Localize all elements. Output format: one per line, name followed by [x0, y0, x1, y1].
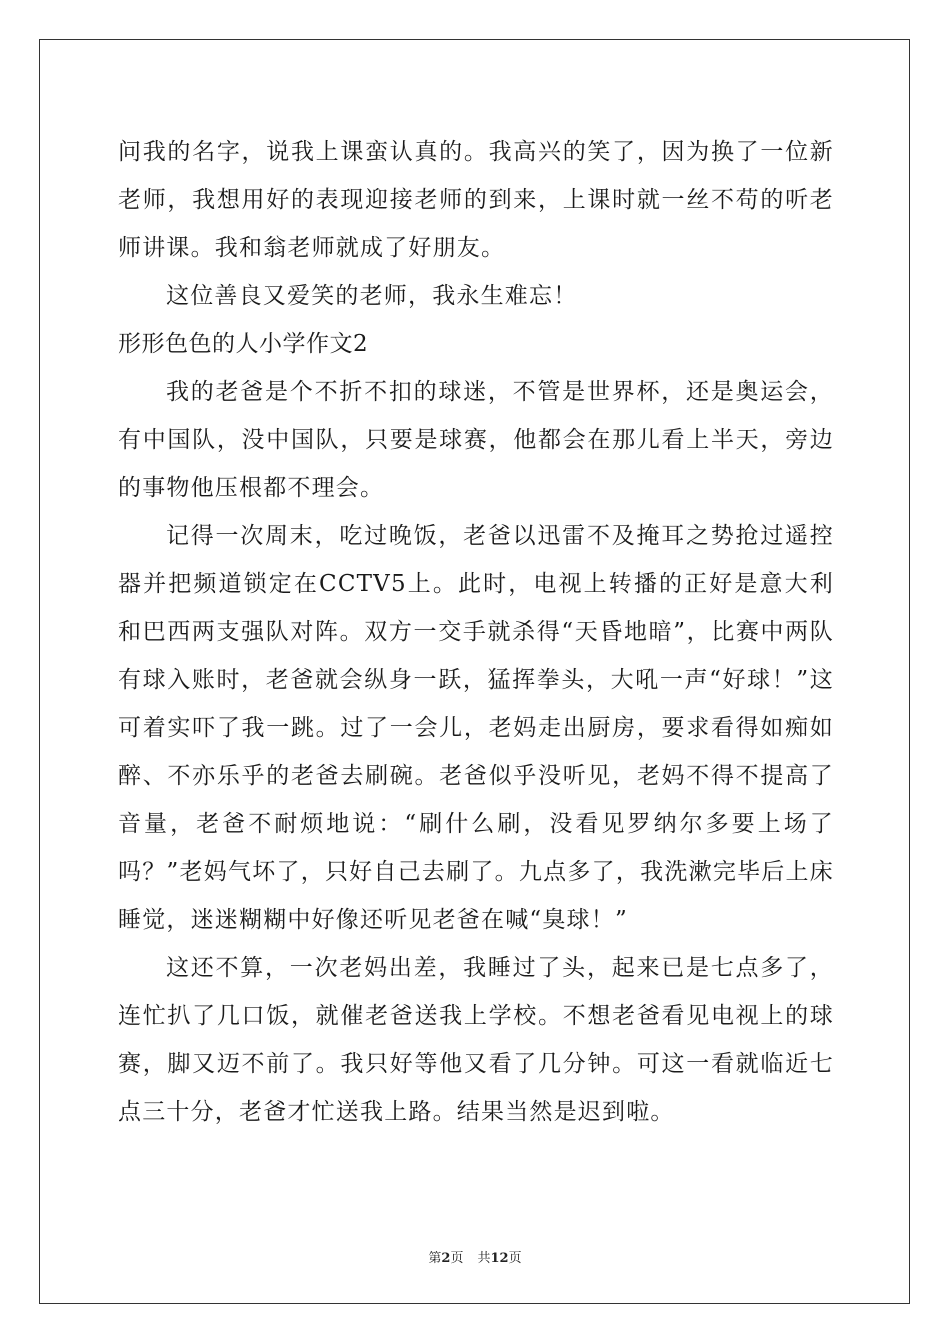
page-footer [0, 1247, 950, 1266]
paragraph-continued: 问我的名字，说我上课蛮认真的。我高兴的笑了，因为换了一位新老师，我想用好的表现迎接老师的到来，上课时就一丝不苟的听老师讲课。我和翁老师就成了好朋友。 [118, 139, 834, 261]
total-pages: 12 [490, 1251, 509, 1266]
document-body [118, 128, 834, 1136]
total-label-suffix: 页 [508, 1251, 522, 1266]
page-number: 2 [441, 1251, 451, 1266]
paragraph-intro: 我的老爸是个不折不扣的球迷，不管是世界杯，还是奥运会，有中国队，没中国队，只要是球赛，他都会在那儿看上半天，旁边的事物他压根都不理会。 [118, 379, 834, 501]
paragraph-weekend: 记得一次周末，吃过晚饭，老爸以迅雷不及掩耳之势抢过遥控器并把频道锁定在CCTV5上。此时，电视上转播的正好是意大利和巴西两支强队对阵。双方一交手就杀得“天昏地暗”，比赛中两队有球入账时，老爸就会纵身一跃，猛挥拳头，大吼一声“好球！”这可着实吓了我一跳。过了一会儿，老妈走出厨房，要求看得如痴如醉、不亦乐乎的老爸去刷碗。老爸似乎没听见，老妈不得不提高了音量，老爸不耐烦地说：“刷什么刷，没看见罗纳尔多要上场了吗？”老妈气坏了，只好自己去刷了。九点多了，我洗漱完毕后上床睡觉，迷迷糊糊中好像还听见老爸在喊“臭球！” [118, 523, 834, 933]
paragraph-closing: 这位善良又爱笑的老师，我永生难忘！ [166, 283, 578, 309]
paragraph-late: 这还不算，一次老妈出差，我睡过了头，起来已是七点多了，连忙扒了几口饭，就催老爸送我上学校。不想老爸看见电视上的球赛，脚又迈不前了。我只好等他又看了几分钟。可这一看就临近七点三十分，老爸才忙送我上路。结果当然是迟到啦。 [118, 955, 834, 1125]
total-label-prefix: 共 [477, 1251, 491, 1266]
page-label-suffix: 页 [450, 1251, 464, 1266]
page-label-prefix: 第 [428, 1251, 442, 1266]
essay-title: 形形色色的人小学作文2 [118, 331, 369, 357]
